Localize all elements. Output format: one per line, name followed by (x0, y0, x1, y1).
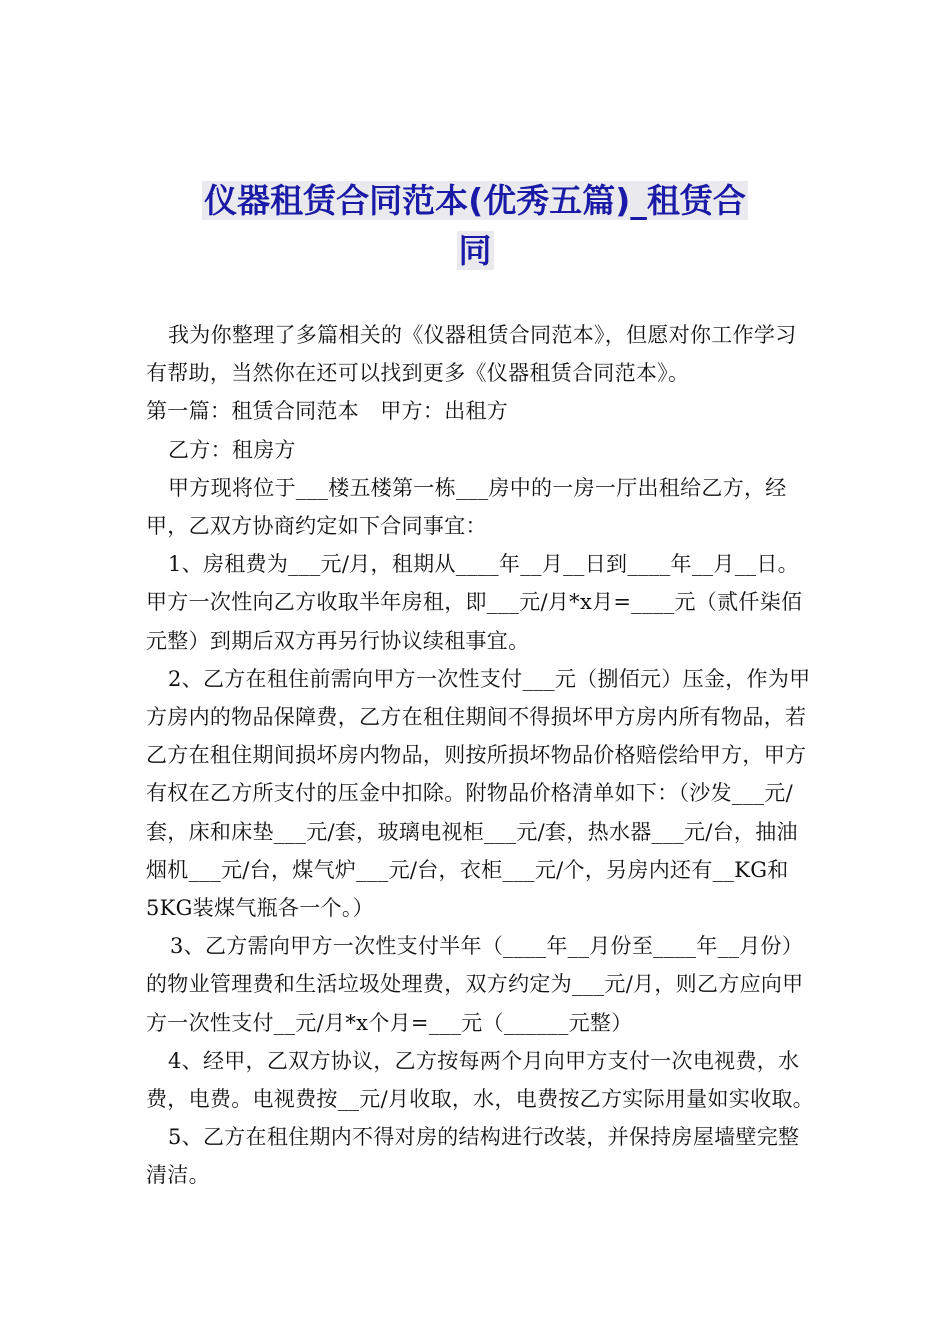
clause-1: 1、房租费为___元/月，租期从____年__月__日到____年__月__日。甲方一次性向乙方收取半年房租，即___元/月*x月=____元（贰仟柒佰元整）到期后双方再另行协议续租事宜。 (146, 552, 803, 653)
section-heading: 第一篇：租赁合同范本 甲方：出租方 (146, 399, 509, 424)
party-b-line: 乙方：租房方 (168, 437, 296, 462)
clause-5: 5、乙方在租住期内不得对房的结构进行改装，并保持房屋墙壁完整清洁。 (146, 1125, 800, 1188)
clause-3: 3、乙方需向甲方一次性支付半年（____年__月份至____年__月份）的物业管理费和生活垃圾处理费，双方约定为___元/月，则乙方应向甲方一次性支付__元/月*x个月=___元（______元整） (146, 934, 804, 1035)
document-body (146, 316, 816, 1195)
clause-4: 4、经甲，乙双方协议，乙方按每两个月向甲方支付一次电视费，水费，电费。电视费按__元/月收取，水，电费按乙方实际用量如实收取。 (146, 1048, 814, 1112)
title-line-1: 仪器租赁合同范本(优秀五篇)_租赁合 (204, 181, 746, 220)
clause-2: 2、乙方在租住前需向甲方一次性支付___元（捌佰元）压金，作为甲方房内的物品保障费，乙方在租住期间不得损坏甲方房内所有物品，若乙方在租住期间损坏房内物品，则按所损坏物品价格赔偿给甲方，甲方有权在乙方所支付的压金中扣除。附物品价格清单如下：（沙发___元/套，床和床垫___元/套，玻璃电视柜___元/套，热水器___元/台，抽油烟机___元/台，煤气炉___元/台，衣柜___元/个，另房内还有__KG和5KG装煤气瓶各一个。） (146, 666, 811, 921)
preamble-paragraph: 甲方现将位于___楼五楼第一栋___房中的一房一厅出租给乙方，经甲，乙双方协商约定如下合同事宜： (146, 475, 787, 539)
intro-paragraph: 我为你整理了多篇相关的《仪器租赁合同范本》，但愿对你工作学习有帮助，当然你在还可以找到更多《仪器租赁合同范本》。 (146, 323, 797, 386)
document-title (100, 176, 850, 276)
title-line-2: 同 (458, 231, 492, 270)
